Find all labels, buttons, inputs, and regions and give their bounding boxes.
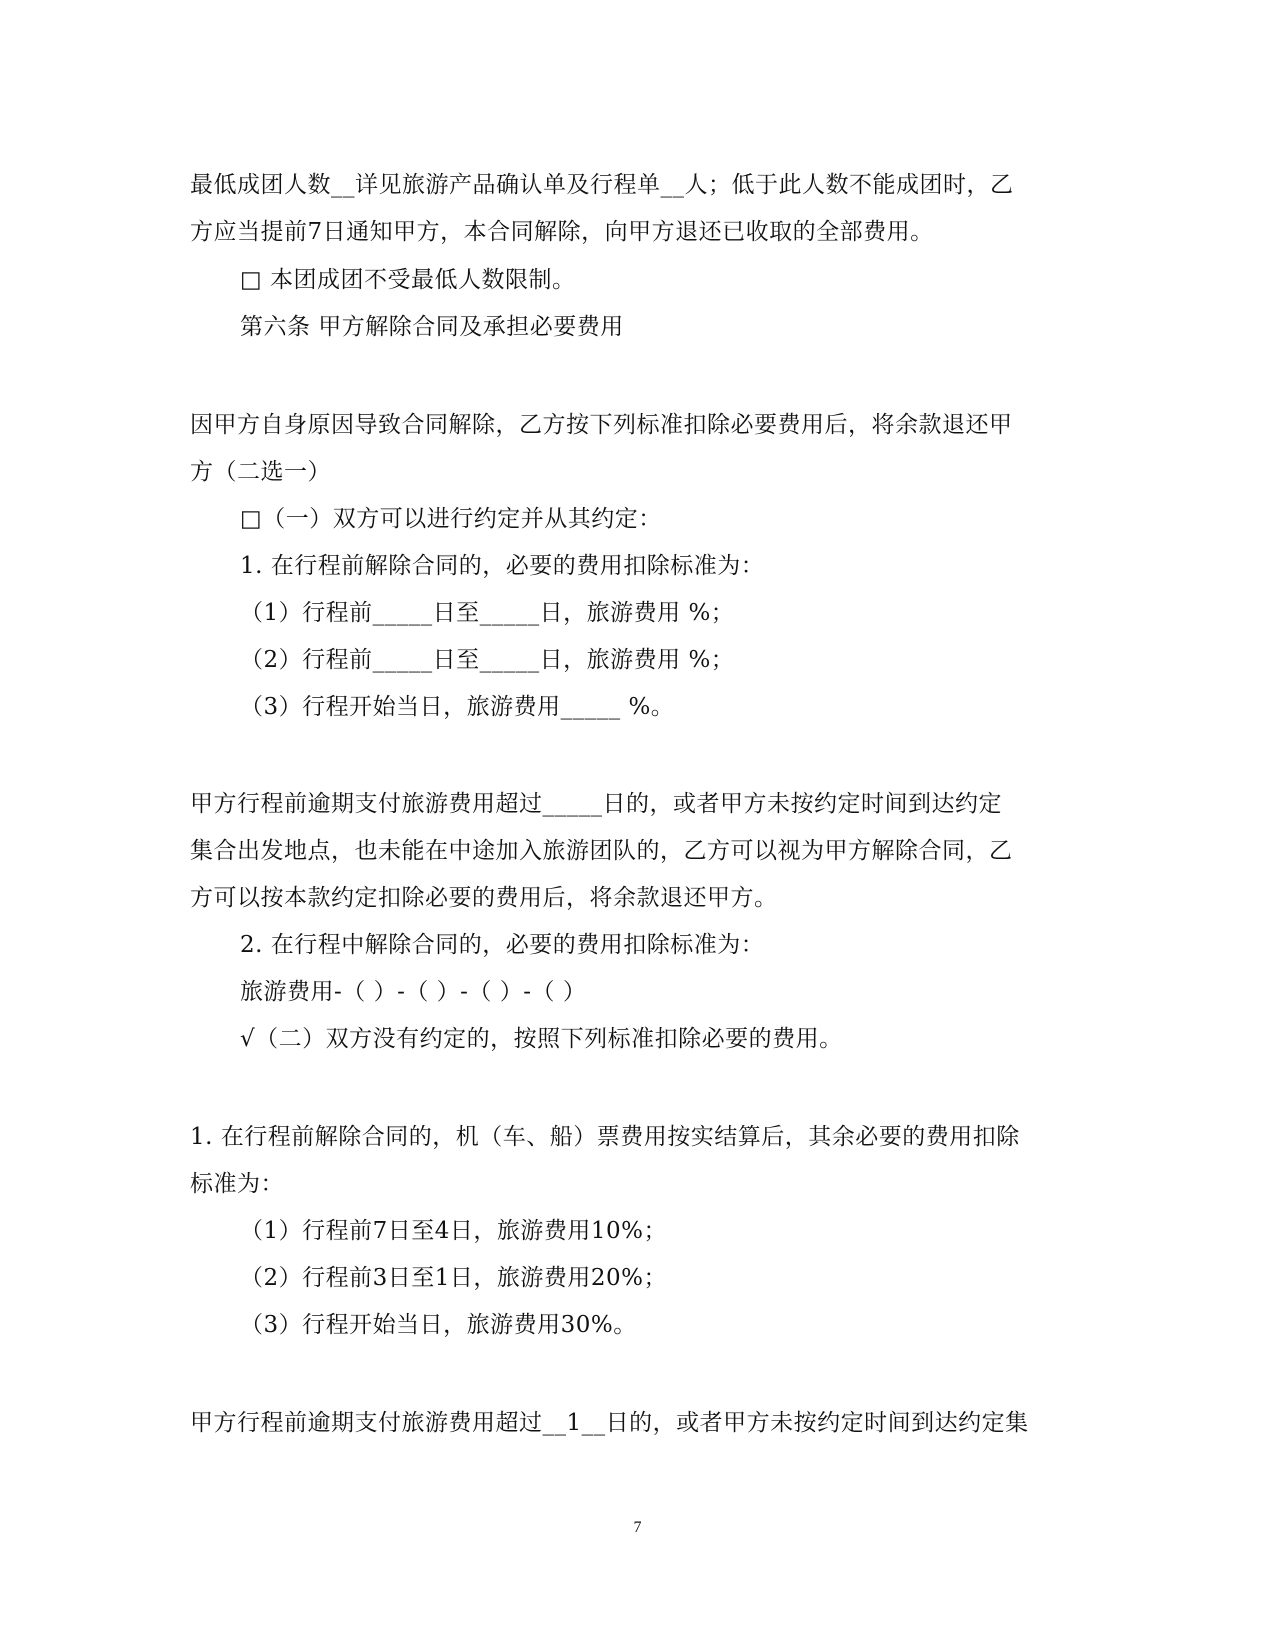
paragraph-line: 最低成团人数__详见旅游产品确认单及行程单__人；低于此人数不能成团时，乙 [190,172,1014,198]
list-item: （2）行程前_____日至_____日，旅游费用 %； [240,647,735,673]
page-number: 7 [633,1519,642,1536]
list-item: （2）行程前3日至1日，旅游费用20%； [240,1265,668,1291]
paragraph-line: 集合出发地点，也未能在中途加入旅游团队的，乙方可以视为甲方解除合同，乙 [190,838,1013,864]
paragraph-line: 方（二选一） [190,459,331,485]
list-item: （1）行程前7日至4日，旅游费用10%； [240,1218,668,1244]
list-item: （1）行程前_____日至_____日，旅游费用 %； [240,600,735,626]
list-item: 1. 在行程前解除合同的，必要的费用扣除标准为： [240,553,765,579]
checkbox-option-line: □（一）双方可以进行约定并从其约定： [240,506,662,532]
checkbox-option-line: □ 本团成团不受最低人数限制。 [240,267,576,293]
section-heading: 第六条 甲方解除合同及承担必要费用 [240,314,624,340]
paragraph-line: 1. 在行程前解除合同的，机（车、船）票费用按实结算后，其余必要的费用扣除 [190,1124,1020,1150]
list-item: （3）行程开始当日，旅游费用30%。 [240,1312,637,1338]
paragraph-line: 甲方行程前逾期支付旅游费用超过_____日的，或者甲方未按约定时间到达约定 [190,791,1002,817]
list-item: （3）行程开始当日，旅游费用_____ %。 [240,694,675,720]
paragraph-line: 甲方行程前逾期支付旅游费用超过__1__日的，或者甲方未按约定时间到达约定集 [190,1410,1029,1436]
checked-option-line: √（二）双方没有约定的，按照下列标准扣除必要的费用。 [240,1026,843,1052]
paragraph-line: 方应当提前7日通知甲方，本合同解除，向甲方退还已收取的全部费用。 [190,219,934,245]
paragraph-line: 标准为： [190,1171,284,1197]
list-item: 2. 在行程中解除合同的，必要的费用扣除标准为： [240,932,765,958]
paragraph-line: 方可以按本款约定扣除必要的费用后，将余款退还甲方。 [190,885,778,911]
paragraph-line: 因甲方自身原因导致合同解除，乙方按下列标准扣除必要费用后，将余款退还甲 [190,412,1013,438]
formula-line: 旅游费用-（ ）-（ ）-（ ）-（ ） [240,979,587,1005]
